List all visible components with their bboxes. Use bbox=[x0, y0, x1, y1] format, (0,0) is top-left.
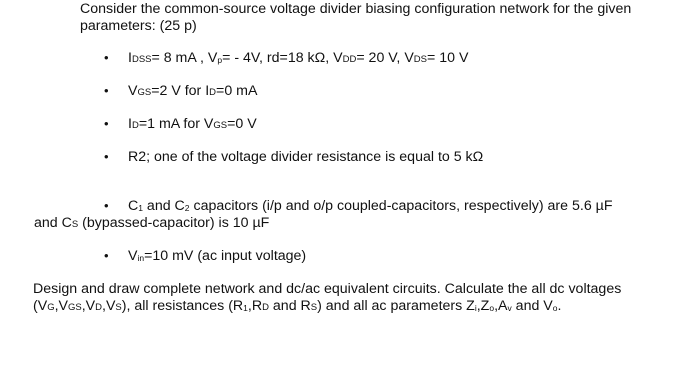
design-line-2: (VG,VGS,VD,VS), all resistances ($R_1,RD$ and RS) and all ac parameters $Z_i,Z_o,A_v$ and $V_o$. bbox=[33, 298, 562, 314]
param-vgs-condition: VGS=2 V for ID=0 mA bbox=[128, 83, 258, 99]
bullet-3: • bbox=[104, 116, 109, 131]
design-line-1: Design and draw complete network and dc/ac equivalent circuits. Calculate the all dc voltages bbox=[33, 281, 622, 297]
bullet-1: • bbox=[104, 50, 109, 65]
bullet-2: • bbox=[104, 83, 109, 98]
param-id-condition: ID=1 mA for VGS=0 V bbox=[128, 116, 257, 132]
intro-line-1: Consider the common-source voltage divider biasing configuration network for the given bbox=[80, 1, 632, 17]
param-capacitors-cont: and CS (bypassed-capacitor) is 10 µF bbox=[34, 215, 270, 231]
bullet-4: • bbox=[104, 149, 109, 164]
param-capacitors: $C_1$ and $C_2$ capacitors (i/p and o/p coupled-capacitors, respectively) are 5.6 µF bbox=[128, 198, 613, 214]
param-idss-vp-vdd-vds: IDSS= 8 mA , $V_p= - 4V$, rd=18 kΩ, VDD= 20 V, VDS= 10 V bbox=[128, 50, 469, 66]
bullet-6: • bbox=[104, 248, 109, 263]
bullet-5: • bbox=[104, 198, 109, 213]
intro-line-2: parameters: (25 p) bbox=[80, 18, 197, 34]
param-r2: R2; one of the voltage divider resistance is equal to 5 kΩ bbox=[128, 149, 484, 165]
param-vin: $V_{in}=10$ mV (ac input voltage) bbox=[128, 248, 307, 264]
